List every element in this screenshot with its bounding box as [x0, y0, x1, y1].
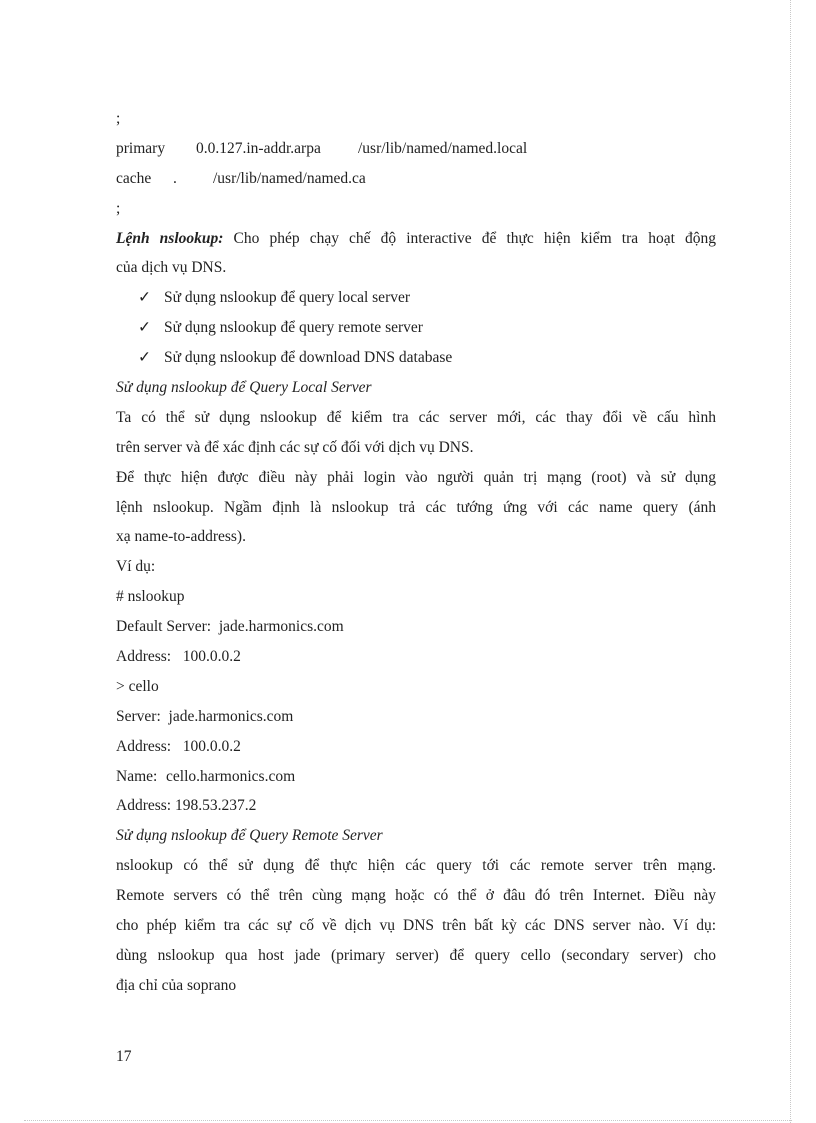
config-primary-line: [116, 134, 716, 164]
list-item: [116, 343, 716, 373]
output-label: Address:: [116, 648, 172, 666]
output-value: 100.0.0.2: [182, 648, 241, 666]
checkmark-icon: ✓: [138, 289, 151, 307]
list-item-text: Sử dụng nslookup để download DNS database: [164, 349, 453, 367]
nslookup-intro-line: [116, 224, 716, 254]
output-address: Address: 198.53.237.2: [116, 797, 257, 815]
paragraph-line: Để thực hiện được điều này phải login vào người quản trị mạng (root) và sử dụng: [116, 468, 716, 486]
output-label: Default Server:: [116, 618, 212, 636]
output-value: cello.harmonics.com: [166, 767, 296, 785]
list-item-text: Sử dụng nslookup để query local server: [164, 289, 411, 307]
output-name: [116, 762, 716, 792]
section-heading-remote: Sử dụng nslookup để Query Remote Server: [116, 827, 383, 845]
paragraph-line: lệnh nslookup. Ngầm định là nslookup trả các tướng ứng với các name query (ánh: [116, 498, 716, 516]
config-cache-zone: .: [173, 169, 177, 187]
output-value: 100.0.0.2: [182, 737, 241, 755]
output-address: [116, 642, 716, 672]
example-label: Ví dụ:: [116, 558, 156, 576]
list-item: [116, 283, 716, 313]
config-primary-keyword: primary: [116, 139, 166, 157]
section-heading-local: Sử dụng nslookup để Query Local Server: [116, 379, 372, 397]
output-value: jade.harmonics.com: [168, 707, 294, 725]
paragraph-line: dùng nslookup qua host jade (primary server) để query cello (secondary server) cho: [116, 946, 716, 964]
output-address: [116, 732, 716, 762]
checkmark-icon: ✓: [138, 319, 151, 337]
output-label: Server:: [116, 707, 161, 725]
checkmark-icon: ✓: [138, 349, 151, 367]
paragraph-line: nslookup có thể sử dụng để thực hiện các query tới các remote server trên mạng.: [116, 857, 716, 875]
config-primary-zone: 0.0.127.in-addr.arpa: [196, 139, 321, 157]
output-value: jade.harmonics.com: [218, 618, 344, 636]
paragraph-line: trên server và để xác định các sự cố đối với dịch vụ DNS.: [116, 438, 474, 456]
paragraph-line: xạ name-to-address).: [116, 528, 246, 546]
page-border-right: [790, 0, 791, 1123]
config-primary-file: /usr/lib/named/named.local: [358, 139, 528, 157]
config-separator: ;: [116, 110, 121, 127]
config-separator: ;: [116, 199, 121, 217]
paragraph-line: cho phép kiểm tra các sự cố về dịch vụ DNS trên bất kỳ các DNS server nào. Ví dụ:: [116, 917, 716, 935]
paragraph-line: Ta có thể sử dụng nslookup để kiểm tra các server mới, các thay đổi về cấu hình: [116, 408, 716, 426]
nslookup-intro-line: của dịch vụ DNS.: [116, 259, 227, 277]
output-label: Address:: [116, 737, 172, 755]
output-default-server: [116, 612, 716, 642]
page-border-bottom: [24, 1120, 792, 1121]
terminal-query: > cello: [116, 677, 159, 695]
paragraph-line: địa chỉ của soprano: [116, 976, 237, 994]
nslookup-command-label: Lệnh nslookup:: [116, 229, 224, 247]
page-number: 17: [116, 1048, 132, 1065]
paragraph-line: Remote servers có thể trên cùng mạng hoặc có thể ở đâu đó trên Internet. Điều này: [116, 887, 716, 905]
list-item: [116, 313, 716, 343]
output-label: Name:: [116, 767, 158, 785]
output-server: [116, 702, 716, 732]
terminal-command: # nslookup: [116, 588, 185, 606]
config-cache-keyword: cache: [116, 169, 152, 187]
list-item-text: Sử dụng nslookup để query remote server: [164, 319, 423, 337]
config-cache-file: /usr/lib/named/named.ca: [213, 169, 366, 187]
nslookup-command-desc: Cho phép chạy chế độ interactive để thực hiện kiểm tra hoạt động: [223, 229, 716, 247]
config-cache-line: [116, 164, 716, 194]
page-body: [116, 104, 716, 1001]
